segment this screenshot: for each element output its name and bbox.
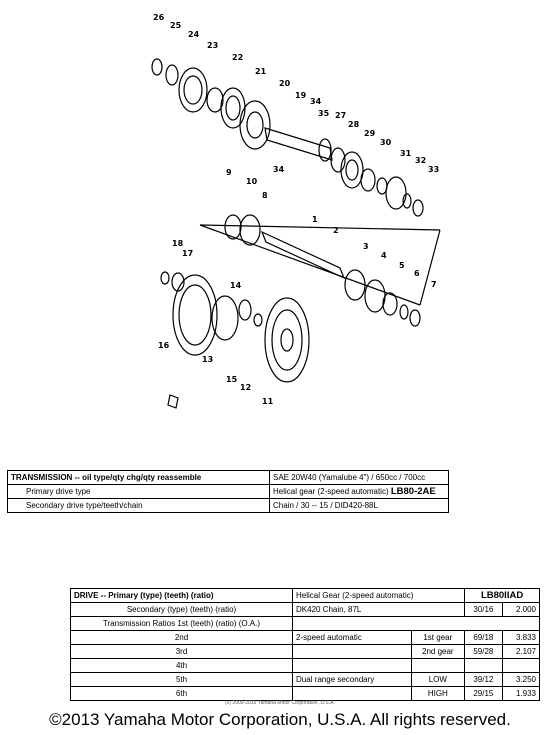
svg-text:9: 9 [226, 168, 232, 177]
svg-text:35: 35 [318, 109, 330, 118]
svg-text:34: 34 [273, 165, 285, 174]
fine-print: (c) 2005-2015 Yamaha Motor Corporation, U.S.A. [225, 700, 335, 706]
table-row: 6th HIGH 29/15 1.933 [71, 687, 540, 701]
svg-text:12: 12 [240, 383, 252, 392]
svg-text:31: 31 [400, 149, 412, 158]
svg-text:3: 3 [363, 242, 369, 251]
svg-text:20: 20 [279, 79, 291, 88]
svg-text:24: 24 [188, 30, 200, 39]
svg-text:7: 7 [431, 280, 437, 289]
svg-text:5: 5 [399, 261, 405, 270]
svg-text:25: 25 [170, 21, 182, 30]
svg-text:11: 11 [262, 397, 274, 406]
svg-text:29: 29 [364, 129, 376, 138]
table-row: Secondary drive type/teeth/chain Chain / 30 -- 15 / DID420-88L [8, 499, 449, 513]
svg-text:1: 1 [312, 215, 318, 224]
svg-text:8: 8 [262, 191, 268, 200]
svg-text:34: 34 [310, 97, 322, 106]
table-row: DRIVE -- Primary (type) (teeth) (ratio) Helical Gear (2-speed automatic) LB80IIAD [71, 589, 540, 603]
table-row: 5th Dual range secondary LOW 39/12 3.250 [71, 673, 540, 687]
svg-text:10: 10 [246, 177, 258, 186]
svg-text:23: 23 [207, 41, 219, 50]
table-row: Transmission Ratios 1st (teeth) (ratio) (O.A.) [71, 617, 540, 631]
table-row: TRANSMISSION -- oil type/qty chg/qty reassemble SAE 20W40 (Yamalube 4") / 650cc / 700cc [8, 471, 449, 485]
svg-text:32: 32 [415, 156, 427, 165]
svg-text:26: 26 [153, 13, 165, 22]
model-code: LB80IIAD [465, 589, 540, 603]
model-code: LB80-2AE [390, 486, 436, 497]
drive-spec-table [70, 588, 540, 701]
table-row: Secondary (type) (teeth) (ratio) DK420 Chain, 87L 30/16 2.000 [71, 603, 540, 617]
svg-text:21: 21 [255, 67, 267, 76]
svg-text:30: 30 [380, 138, 392, 147]
table-row: 2nd 2-speed automatic 1st gear 69/18 3.833 [71, 631, 540, 645]
svg-text:16: 16 [158, 341, 170, 350]
main-shaft-assembly [200, 215, 440, 326]
lower-gear-assembly [161, 272, 309, 408]
svg-text:13: 13 [202, 355, 214, 364]
transmission-spec-table [7, 470, 449, 513]
svg-text:6: 6 [414, 269, 420, 278]
svg-text:22: 22 [232, 53, 244, 62]
copyright-notice: ©2013 Yamaha Motor Corporation, U.S.A. All rights reserved. [49, 710, 511, 729]
svg-text:18: 18 [172, 239, 184, 248]
table-row: 3rd 2nd gear 59/28 2.107 [71, 645, 540, 659]
svg-text:28: 28 [348, 120, 360, 129]
svg-text:14: 14 [230, 281, 242, 290]
svg-text:2: 2 [333, 226, 339, 235]
svg-text:17: 17 [182, 249, 194, 258]
svg-text:4: 4 [381, 251, 387, 260]
table-row: Primary drive type Helical gear (2-speed automatic) LB80-2AE [8, 485, 449, 499]
svg-text:27: 27 [335, 111, 347, 120]
svg-text:33: 33 [428, 165, 440, 174]
svg-text:15: 15 [226, 375, 238, 384]
svg-text:19: 19 [295, 91, 307, 100]
table-row: 4th [71, 659, 540, 673]
